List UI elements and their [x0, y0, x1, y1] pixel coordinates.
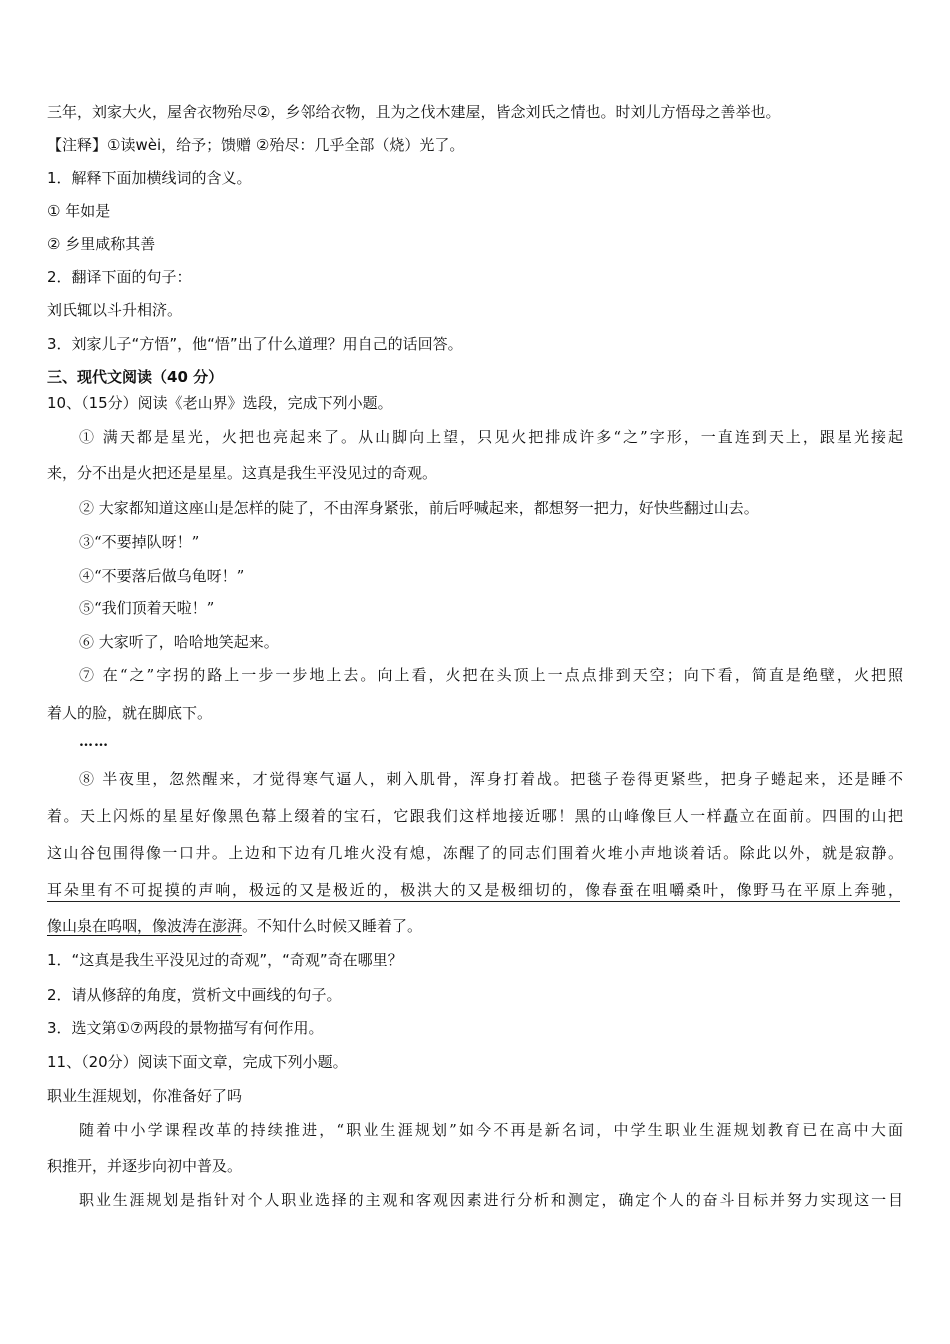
question-item: ① 年如是 — [47, 202, 111, 220]
paragraph-line: ⑧ 半夜里，忽然醒来，才觉得寒气逼人，刺入肌骨，浑身打着战。把毯子卷得更紧些，把身子蜷起来，还是睡不 — [79, 770, 903, 788]
paragraph-line: 着。天上闪烁的星星好像黑色幕上缀着的宝石，它跟我们这样地接近哪！黑的山峰像巨人一样矗立在面前。四围的山把 — [47, 807, 903, 825]
underlined-sentence: 像山泉在呜咽，像波涛在澎湃 — [47, 917, 243, 935]
paragraph-line: 随着中小学课程改革的持续推进，“职业生涯规划”如今不再是新名词，中学生职业生涯规划教育已在高中大面 — [79, 1121, 903, 1139]
question-line: 11、（20分）阅读下面文章，完成下列小题。 — [47, 1053, 348, 1071]
underlined-sentence: 耳朵里有不可捉摸的声响，极远的又是极近的，极洪大的又是极细切的，像春蚕在咀嚼桑叶，像野马在平原上奔驰， — [47, 881, 903, 899]
paragraph-line: ⑤“我们顶着天啦！” — [79, 599, 215, 617]
question-line: 10、（15分）阅读《老山界》选段，完成下列小题。 — [47, 394, 393, 412]
question-line: 2．请从修辞的角度，赏析文中画线的句子。 — [47, 986, 342, 1004]
text-line: 三年，刘家大火，屋舍衣物殆尽②，乡邻给衣物，且为之伐木建屋，皆念刘氏之情也。时刘儿方悟母之善举也。 — [47, 103, 781, 121]
paragraph-line: 积推开，并逐步向初中普及。 — [47, 1157, 243, 1175]
question-line: 1．“这真是我生平没见过的奇观”，“奇观”奇在哪里？ — [47, 951, 403, 969]
question-line: 1．解释下面加横线词的含义。 — [47, 169, 252, 187]
question-item: ② 乡里咸称其善 — [47, 235, 156, 253]
ellipsis: …… — [79, 734, 109, 750]
paragraph-line: 着人的脸，就在脚底下。 — [47, 704, 213, 722]
article-title: 职业生涯规划，你准备好了吗 — [47, 1087, 243, 1105]
question-line: 3．选文第①⑦两段的景物描写有何作用。 — [47, 1019, 324, 1037]
paragraph-line: ⑥ 大家听了，哈哈地笑起来。 — [79, 633, 279, 651]
paragraph-line: ① 满天都是星光，火把也亮起来了。从山脚向上望，只见火把排成许多“之”字形，一直连到天上，跟星光接起 — [79, 428, 903, 446]
question-line: 3．刘家儿子“方悟”，他“悟”出了什么道理？用自己的话回答。 — [47, 335, 463, 353]
question-item: 刘氏辄以斗升相济。 — [47, 301, 183, 319]
paragraph-line: 来，分不出是火把还是星星。这真是我生平没见过的奇观。 — [47, 464, 438, 482]
paragraph-line: ⑦ 在“之”字拐的路上一步一步地上去。向上看，火把在头顶上一点点排到天空；向下看，简直是绝壁，火把照 — [79, 666, 903, 684]
paragraph-line — [47, 916, 903, 936]
annotation-line: 【注释】①读wèi，给予；馈赠 ②殆尽：几乎全部（烧）光了。 — [47, 136, 465, 154]
paragraph-text: 。不知什么时候又睡着了。 — [242, 917, 423, 935]
paragraph-line: ④“不要落后做乌龟呀！” — [79, 567, 245, 585]
underline — [47, 901, 900, 902]
paragraph-line: 这山谷包围得像一口井。上边和下边有几堆火没有熄，冻醒了的同志们围着火堆小声地谈着话。除此以外，就是寂静。 — [47, 844, 903, 862]
paragraph-line: ③“不要掉队呀！” — [79, 533, 200, 551]
section-heading: 三、现代文阅读（40 分） — [47, 368, 224, 386]
paragraph-line: 职业生涯规划是指针对个人职业选择的主观和客观因素进行分析和测定，确定个人的奋斗目标并努力实现这一目 — [79, 1191, 903, 1209]
paragraph-line: ② 大家都知道这座山是怎样的陡了，不由浑身紧张，前后呼喊起来，都想努一把力，好快些翻过山去。 — [79, 499, 759, 517]
question-line: 2．翻译下面的句子： — [47, 268, 192, 286]
